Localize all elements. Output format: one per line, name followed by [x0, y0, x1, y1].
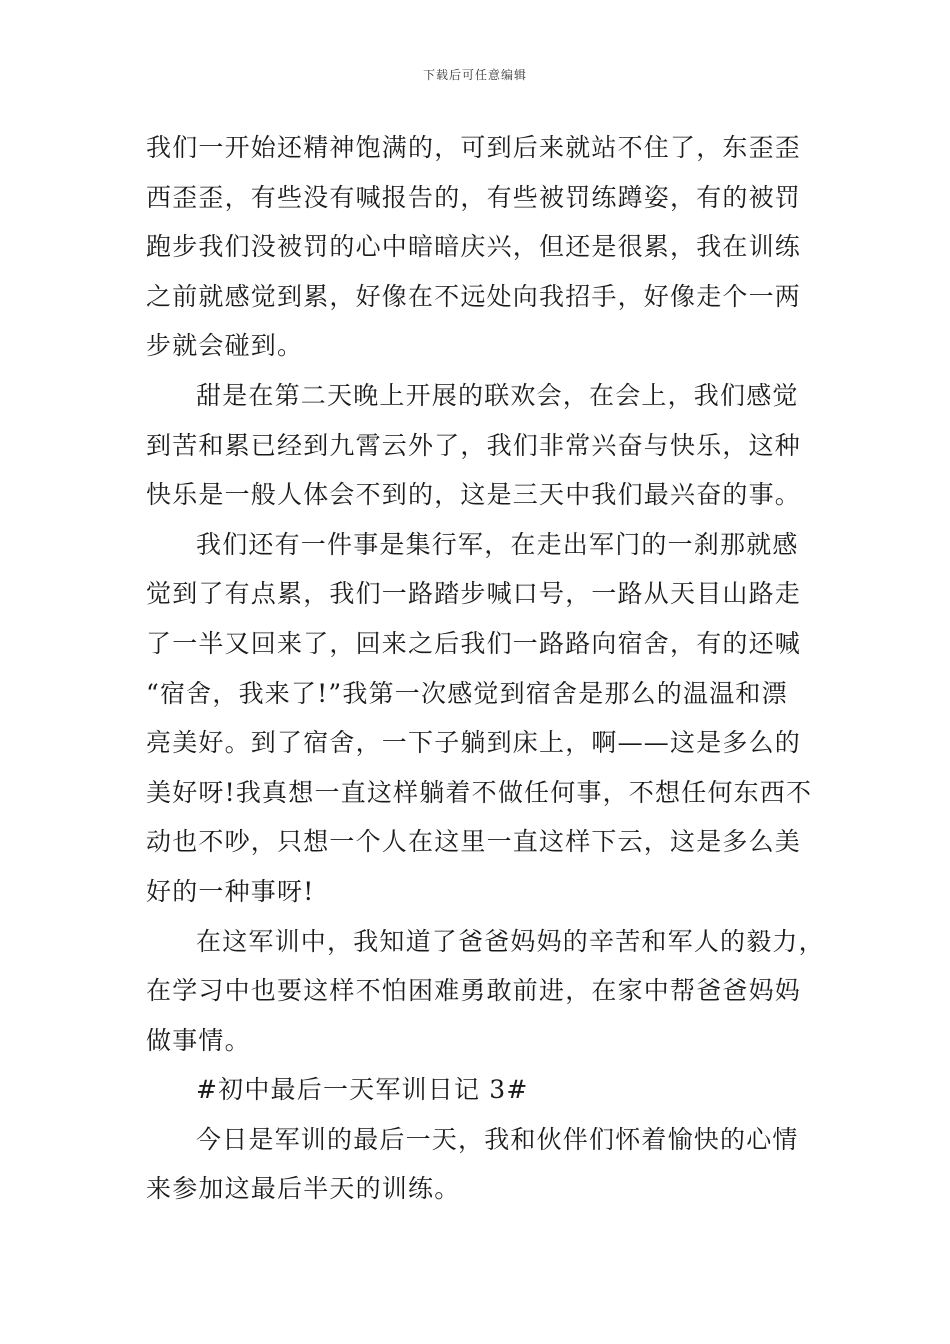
text-line: 动也不吵，只想一个人在这里一直这样下云，这是多么美: [146, 827, 802, 857]
text-line: 来参加这最后半天的训练。: [146, 1174, 461, 1204]
text-line: 做事情。: [146, 1025, 251, 1055]
text-line: 在这军训中，我知道了爸爸妈妈的辛苦和军人的毅力，: [196, 926, 825, 956]
text-line: 甜是在第二天晚上开展的联欢会，在会上，我们感觉: [196, 380, 799, 410]
text-line: 西歪歪，有些没有喊报告的，有些被罚练蹲姿，有的被罚: [146, 182, 802, 212]
paragraph-1: [146, 123, 814, 371]
text-line: 了一半又回来了，回来之后我们一路路向宿舍，有的还喊: [146, 628, 802, 658]
text-line: 好的一种事呀!: [146, 876, 315, 906]
text-line: 步就会碰到。: [146, 331, 304, 361]
section-heading: [146, 1065, 814, 1115]
text-line: 到苦和累已经到九霄云外了，我们非常兴奋与快乐，这种: [146, 430, 802, 460]
text-line: 美好呀!我真想一直这样躺着不做任何事，不想任何东西不: [146, 777, 813, 807]
text-line: 今日是军训的最后一天，我和伙伴们怀着愉快的心情: [196, 1124, 799, 1154]
heading-line: #初中最后一天军训日记 3#: [196, 1075, 529, 1105]
text-line: 在学习中也要这样不怕困难勇敢前进，在家中帮爸爸妈妈: [146, 976, 802, 1006]
text-line: 觉到了有点累，我们一路踏步喊口号，一路从天目山路走: [146, 579, 802, 609]
text-line: 亮美好。到了宿舍，一下子躺到床上，啊——这是多么的: [146, 728, 802, 758]
header-note: 下载后可任意编辑: [422, 68, 527, 82]
text-line: 之前就感觉到累，好像在不远处向我招手，好像走个一两: [146, 281, 802, 311]
document-body: [146, 123, 825, 1214]
paragraph-5: [146, 1115, 814, 1214]
paragraph-4: [146, 917, 825, 1066]
paragraph-2: [146, 371, 814, 520]
text-line: 我们还有一件事是集行军，在走出军门的一刹那就感: [196, 529, 799, 559]
text-line: “宿舍，我来了!”我第一次感觉到宿舍是那么的温温和漂: [146, 678, 788, 708]
text-line: 跑步我们没被罚的心中暗暗庆兴，但还是很累，我在训练: [146, 232, 802, 262]
text-line: 快乐是一般人体会不到的，这是三天中我们最兴奋的事。: [146, 480, 802, 510]
text-line: 我们一开始还精神饱满的，可到后来就站不住了，东歪歪: [146, 133, 802, 162]
paragraph-3: [146, 520, 814, 917]
